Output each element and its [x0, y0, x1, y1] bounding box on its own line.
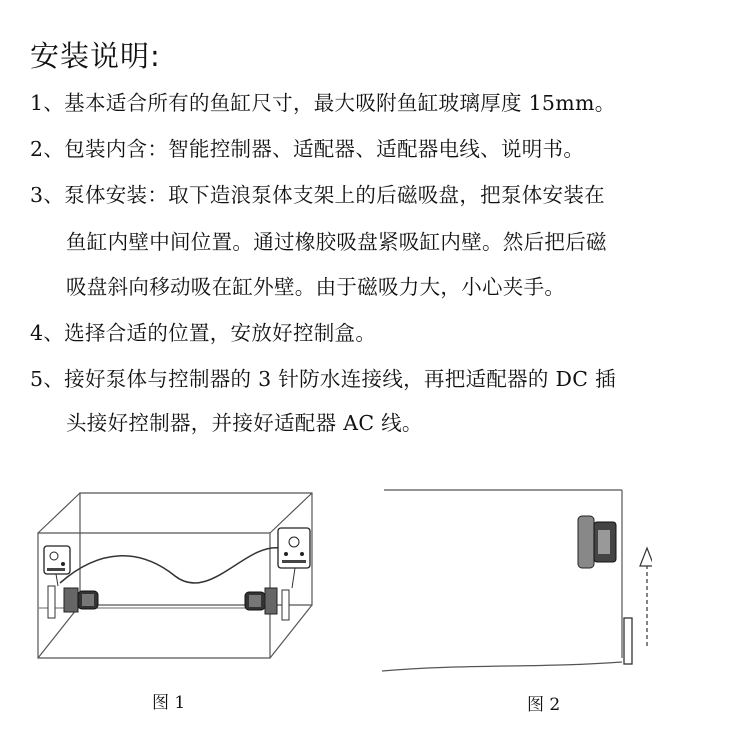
- item-text: 接好泵体与控制器的 3 针防水连接线，再把适配器的 DC 插: [64, 367, 616, 391]
- figure-1-caption: 图 1: [152, 693, 186, 713]
- instruction-5: [30, 362, 616, 392]
- item-number: 3、: [30, 183, 65, 207]
- item-text: 基本适合所有的鱼缸尺寸，最大吸附鱼缸玻璃厚度 15mm。: [64, 91, 616, 115]
- page-title: 安装说明:: [30, 39, 161, 73]
- figure-2-caption: 图 2: [527, 695, 561, 715]
- instruction-3: [30, 178, 605, 208]
- pump-on-inner-wall: [578, 516, 616, 568]
- item-number: 4、: [30, 321, 65, 345]
- item-text: 包装内含：智能控制器、适配器、适配器电线、说明书。: [64, 137, 585, 161]
- item-number: 5、: [30, 367, 65, 391]
- right-pump: [245, 588, 289, 620]
- item-number: 1、: [30, 91, 65, 115]
- item-number: 2、: [30, 137, 65, 161]
- instruction-3-continued: 吸盘斜向移动吸在缸外壁。由于磁吸力大，小心夹手。: [66, 275, 566, 299]
- left-controller-box: [44, 546, 70, 586]
- instruction-1: [30, 86, 616, 116]
- item-text: 选择合适的位置，安放好控制盒。: [64, 321, 377, 345]
- right-controller-box: [278, 528, 310, 588]
- figure-1-aquarium-diagram: [30, 488, 330, 673]
- instruction-3-continued: 鱼缸内壁中间位置。通过橡胶吸盘紧吸缸内壁。然后把后磁: [66, 230, 607, 254]
- outer-magnet: [624, 618, 632, 664]
- instruction-2: [30, 132, 584, 162]
- item-text: 泵体安装：取下造浪泵体支架上的后磁吸盘，把泵体安装在: [64, 183, 605, 207]
- figure-2-side-view-diagram: [382, 486, 652, 676]
- instruction-4: [30, 316, 376, 346]
- arrow-up-icon: [640, 548, 652, 646]
- instruction-5-continued: 头接好控制器，并接好适配器 AC 线。: [66, 411, 423, 435]
